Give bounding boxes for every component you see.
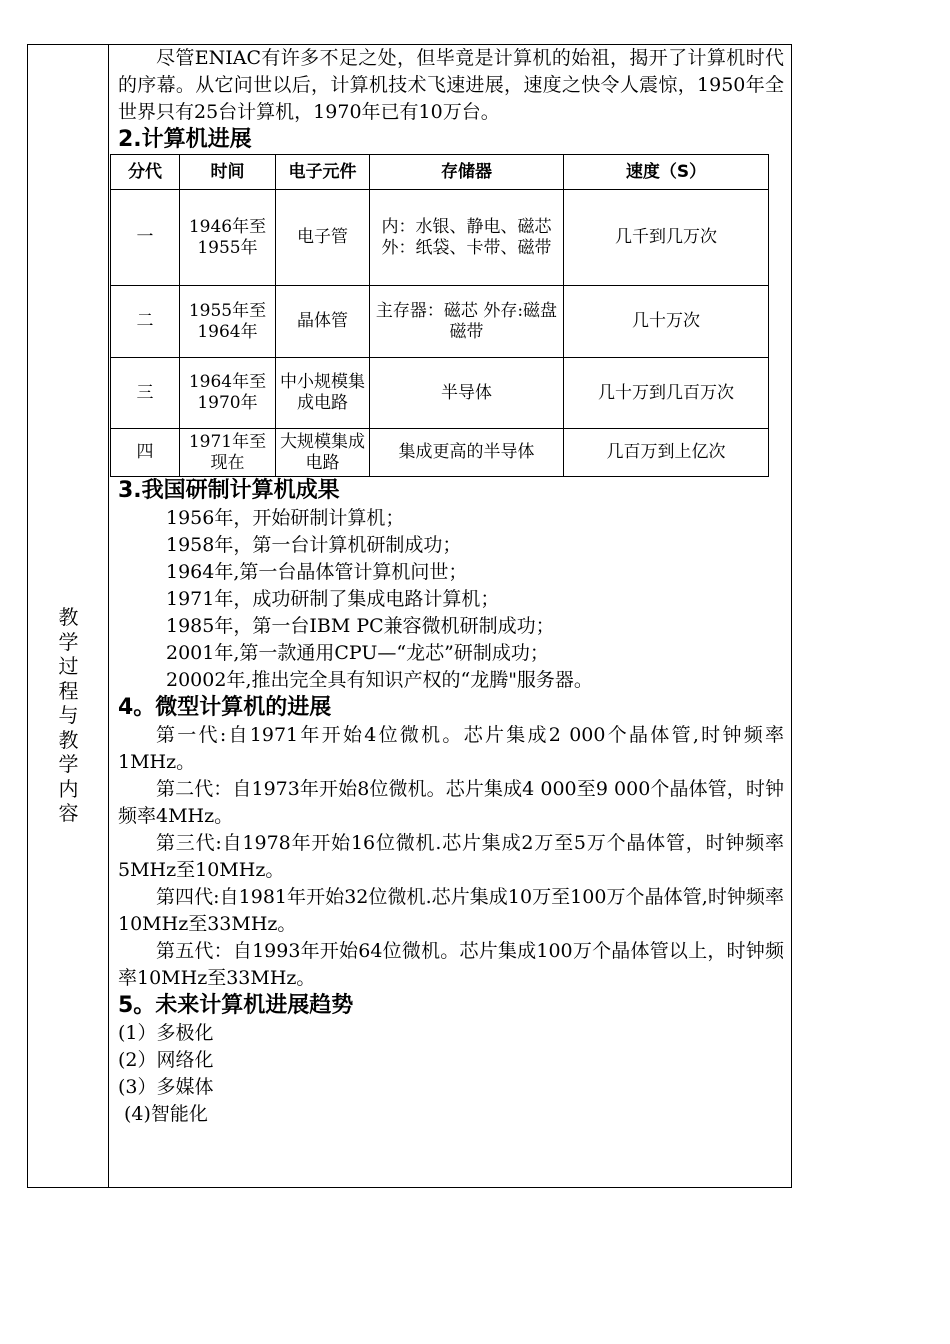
side-char: 学: [58, 752, 79, 776]
header-cell: 时间: [180, 155, 276, 190]
list-item: 1956年，开始研制计算机；: [166, 507, 405, 529]
storage-cell: 主存器：磁芯 外存:磁盘磁带: [370, 286, 564, 358]
list-item: 20002年,推出完全具有知识产权的“龙腾"服务器。: [166, 669, 593, 691]
trend-item: (1）多极化: [118, 1022, 214, 1044]
component-cell: 中小规模集成电路: [276, 358, 370, 429]
trend-item: (4)智能化: [124, 1103, 208, 1125]
list-item: 1958年，第一台计算机研制成功；: [166, 534, 462, 556]
lesson-table: [27, 44, 792, 1188]
gen-cell: 二: [111, 286, 180, 358]
list-item: 1964年,第一台晶体管计算机问世；: [166, 561, 468, 583]
header-cell: 速度（S）: [564, 155, 769, 190]
header-cell: 电子元件: [276, 155, 370, 190]
side-char: 教: [58, 727, 79, 752]
side-char: 内: [58, 776, 79, 801]
section2-heading: 2.计算机进展: [118, 127, 252, 152]
storage-cell: 集成更高的半导体: [370, 429, 564, 477]
trend-item: (2）网络化: [118, 1049, 214, 1071]
time-cell: 1964年至1970年: [180, 358, 276, 429]
table-row: [111, 286, 769, 358]
side-char: 与: [58, 703, 79, 727]
generation-paragraph: 第一代:自1971年开始4位微机。芯片集成2 000个晶体管,时钟频率1MHz。: [118, 724, 784, 773]
generation-paragraph: 第三代:自1978年开始16位微机.芯片集成2万至5万个晶体管，时钟频率5MHz至10MHz。: [118, 832, 784, 881]
generation-paragraph: 第四代:自1981年开始32位微机.芯片集成10万至100万个晶体管,时钟频率10MHz至33MHz。: [118, 886, 784, 935]
table-row: [111, 358, 769, 429]
side-char: 学: [58, 629, 79, 654]
section3-heading: 3.我国研制计算机成果: [118, 478, 340, 503]
generation-paragraph: 第五代：自1993年开始64位微机。芯片集成100万个晶体管以上，时钟频率10MHz至33MHz。: [118, 940, 784, 989]
gen-cell: 四: [111, 429, 180, 477]
list-item: 1985年，第一台IBM PC兼容微机研制成功；: [166, 615, 555, 637]
list-item: 1971年，成功研制了集成电路计算机；: [166, 588, 500, 610]
section4-heading: 4。微型计算机的进展: [118, 695, 332, 720]
gen-cell: 一: [111, 190, 180, 286]
header-cell: 分代: [111, 155, 180, 190]
side-label-cell: [28, 45, 109, 1187]
table-row: [111, 429, 769, 477]
speed-cell: 几千到几万次: [564, 190, 769, 286]
speed-cell: 几十万次: [564, 286, 769, 358]
intro-paragraph: 尽管ENIAC有许多不足之处，但毕竟是计算机的始祖，揭开了计算机时代的序幕。从它问世以后，计算机技术飞速进展，速度之快令人震惊，1950年全世界只有25台计算机，1970年已有10万台。: [118, 47, 784, 123]
storage-cell: 内：水银、静电、磁芯 外：纸袋、卡带、磁带: [370, 190, 564, 286]
side-char: 教: [58, 605, 79, 629]
content-cell: [118, 45, 784, 1128]
time-cell: 1955年至1964年: [180, 286, 276, 358]
generation-paragraph: 第二代：自1973年开始8位微机。芯片集成4 000至9 000个晶体管，时钟频率4MHz。: [118, 778, 784, 827]
component-cell: 大规模集成电路: [276, 429, 370, 477]
header-cell: 存储器: [370, 155, 564, 190]
table-row: [111, 190, 769, 286]
storage-cell: 半导体: [370, 358, 564, 429]
side-char: 过: [58, 654, 79, 678]
component-cell: 晶体管: [276, 286, 370, 358]
side-char: 容: [58, 801, 79, 825]
section5-heading: 5。未来计算机进展趋势: [118, 993, 354, 1018]
table-header-row: [111, 155, 769, 190]
side-label: [28, 605, 109, 826]
gen-cell: 三: [111, 358, 180, 429]
time-cell: 1946年至1955年: [180, 190, 276, 286]
component-cell: 电子管: [276, 190, 370, 286]
trend-item: (3）多媒体: [118, 1076, 214, 1098]
side-char: 程: [58, 678, 79, 703]
time-cell: 1971年至现在: [180, 429, 276, 477]
speed-cell: 几十万到几百万次: [564, 358, 769, 429]
list-item: 2001年,第一款通用CPU—“龙芯”研制成功；: [166, 642, 549, 664]
speed-cell: 几百万到上亿次: [564, 429, 769, 477]
evolution-table: [110, 154, 769, 477]
